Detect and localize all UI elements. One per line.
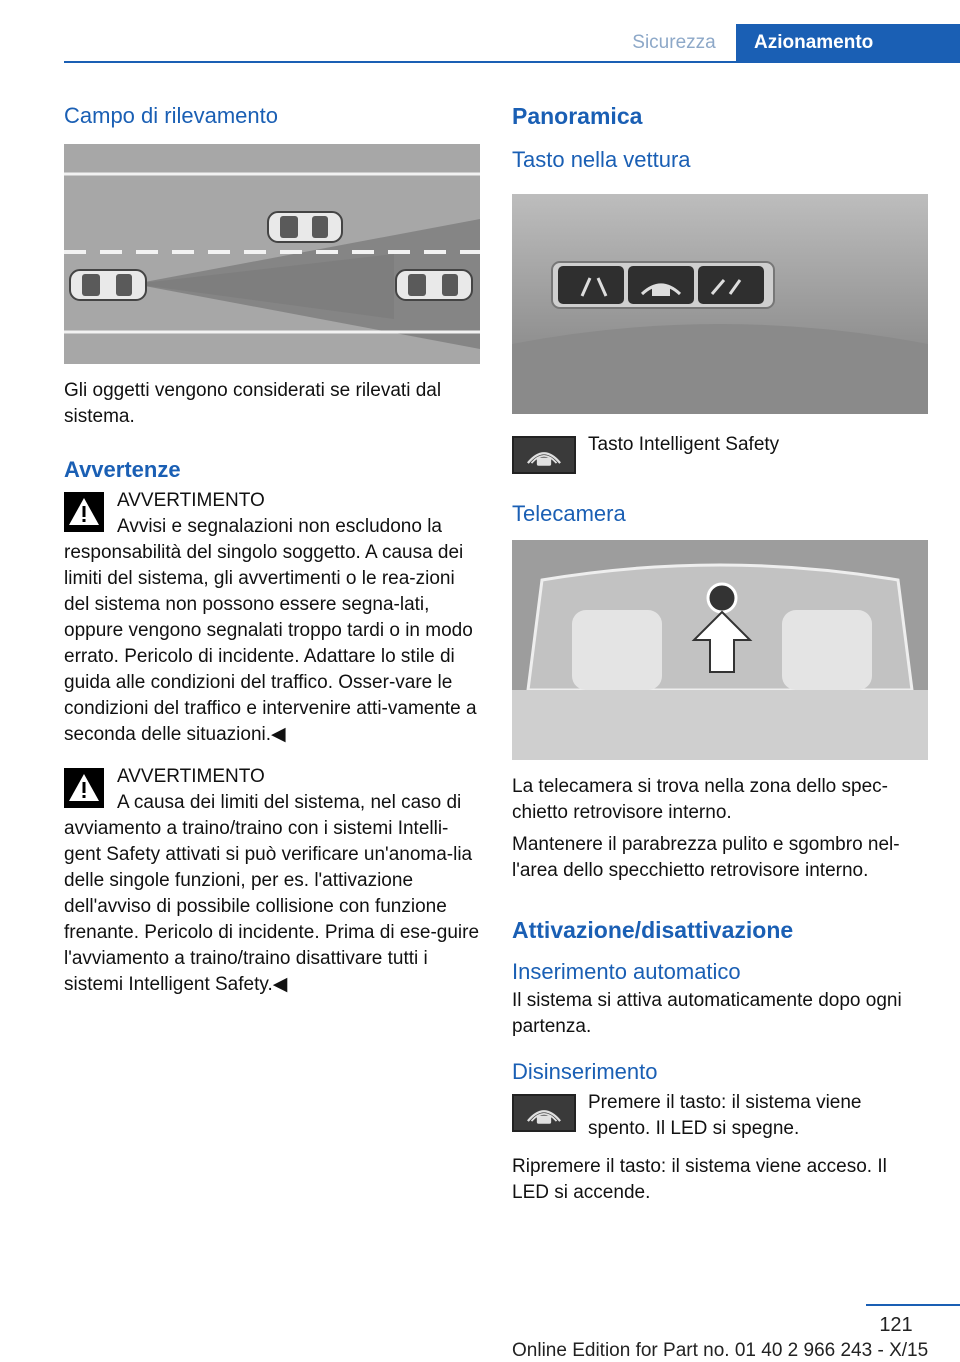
heading-button-in-car: Tasto nella vettura xyxy=(512,147,691,172)
detection-area-figure xyxy=(64,144,480,364)
camera-clean-text: Mantenere il parabrezza pulito e sgombro nel-l'area dello specchietto retrovisore interno. xyxy=(512,834,900,881)
right-column xyxy=(512,100,928,1206)
warning-2-title: AVVERTIMENTO xyxy=(117,766,265,787)
intelligent-safety-button-icon xyxy=(512,436,576,474)
button-panel-figure xyxy=(512,194,928,414)
intelligent-safety-button-row xyxy=(512,432,928,476)
footer-divider xyxy=(866,1304,960,1306)
heading-overview: Panoramica xyxy=(512,103,643,129)
camera-location-text: La telecamera si trova nella zona dello spec-chietto retrovisore interno. xyxy=(512,776,888,823)
switch-off-row xyxy=(512,1090,928,1146)
warning-block-2 xyxy=(64,764,480,998)
warning-1-body-text: Avvisi e segnalazioni non escludono la responsabilità del singolo soggetto. A causa dei limiti del sistema, gli avvertimenti o le rea-zioni del sistema non possono essere segna-lati, oppure vengono segnalati troppo tardi o in modo errato. Pericolo di incidente. Adattare lo stile di guida alle condizioni del traffico. Osser-vare le condizioni del traffico e intervenire atti-vamente a seconda delle situazioni.◀ xyxy=(64,516,477,745)
auto-on-text: Il sistema si attiva automaticamente dopo ogni partenza. xyxy=(512,990,902,1037)
left-column xyxy=(64,100,480,998)
heading-auto-on: Inserimento automatico xyxy=(512,959,741,984)
header-active-tab: Azionamento xyxy=(736,24,960,62)
warning-1-body xyxy=(64,514,480,748)
warning-2-body-text: A causa dei limiti del sistema, nel caso di avviamento a traino/traino con i sistemi Intelli-gent Safety attivati si può verificare un'anoma-lia delle singole funzioni, per es. l'attivazione dell'avviso di possibile collisione con funzione frenante. Pericolo di incidente. Prima di ese-guire l'avviamento a traino/traino disattivare tutti i sistemi Intelligent Safety.◀ xyxy=(64,792,480,995)
detection-caption: Gli oggetti vengono considerati se rilevati dal sistema. xyxy=(64,380,442,427)
page-number: 121 xyxy=(879,1314,913,1336)
warning-triangle-icon xyxy=(64,492,104,532)
page-header xyxy=(0,0,960,62)
warning-1-title: AVVERTIMENTO xyxy=(117,490,265,511)
heading-detection-area: Campo di rilevamento xyxy=(64,103,278,128)
warning-block-1 xyxy=(64,488,480,748)
detection-area-illustration xyxy=(64,144,480,364)
switch-on-again-text: Ripremere il tasto: il sistema viene acceso. Il LED si accende. xyxy=(512,1156,887,1203)
camera-figure xyxy=(512,540,928,760)
heading-switch-off: Disinserimento xyxy=(512,1059,658,1084)
warning-2-body xyxy=(64,790,480,998)
heading-activation: Attivazione/disattivazione xyxy=(512,917,794,943)
footer-edition: Online Edition for Part no. 01 40 2 966 243 - X/15 xyxy=(512,1340,929,1361)
switch-off-text: Premere il tasto: il sistema viene spento. Il LED si spegne. xyxy=(588,1092,862,1139)
heading-camera: Telecamera xyxy=(512,501,626,526)
header-divider xyxy=(64,61,960,63)
camera-illustration xyxy=(512,540,928,760)
intelligent-safety-button-icon xyxy=(512,1094,576,1132)
button-panel-illustration xyxy=(512,194,928,414)
warning-triangle-icon xyxy=(64,768,104,808)
intelligent-safety-button-label: Tasto Intelligent Safety xyxy=(588,434,780,455)
header-section-tab: Sicurezza xyxy=(632,32,716,53)
heading-warnings: Avvertenze xyxy=(64,457,181,482)
